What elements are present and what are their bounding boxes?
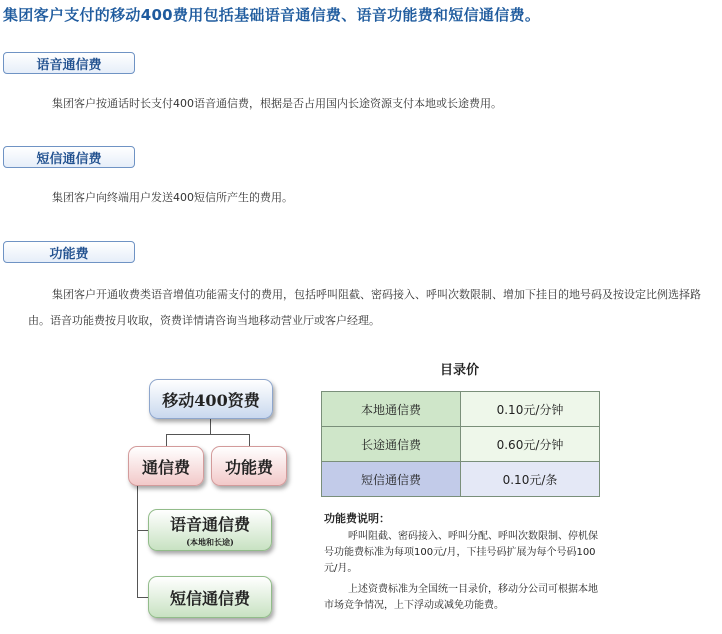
table-cell-item: 长途通信费 [322,427,461,462]
diagram-voice-fee-box [148,509,272,551]
diagram-root-box [149,379,273,419]
connector-line [210,419,211,434]
table-cell-price: 0.10元/分钟 [461,392,600,427]
table-row [322,392,600,427]
table-cell-price: 0.60元/分钟 [461,427,600,462]
section-header-function-fee[interactable]: 功能费 [3,241,135,263]
table-row [322,462,600,497]
table-row [322,427,600,462]
diagram-sms-fee-box [148,576,272,618]
table-cell-item: 短信通信费 [322,462,461,497]
connector-line [249,434,250,446]
diagram-voice-fee-sub: (本地和长途) [186,537,234,547]
diagram-function-fee-box [211,446,287,486]
notes-title: 功能费说明： [324,512,390,525]
diagram-comm-fee-label: 通信费 [141,457,190,477]
section-header-voice-fee[interactable]: 语音通信费 [3,52,135,74]
connector-line [137,530,148,531]
section-text-voice-fee: 集团客户按通话时长支付400语音通信费，根据是否占用国内长途资源支付本地或长途费用。 [52,97,502,110]
connector-line [137,486,138,598]
table-cell-item: 本地通信费 [322,392,461,427]
section-text-function-fee: 集团客户开通收费类语音增值功能需支付的费用，包括呼叫阻截、密码接入、呼叫次数限制、增加下挂目的地号码及按设定比例选择路由。语音功能费按月收取，资费详情请咨询当地移动营业厅或客户经理。 [28,288,701,327]
price-table [321,391,600,497]
price-table-title: 目录价 [440,363,480,378]
diagram-function-fee-label: 功能费 [224,457,273,477]
diagram-voice-fee-label: 语音通信费 [169,515,250,534]
notes-paragraph: 上述资费标准为全国统一目录价，移动分公司可根据本地市场竞争情况，上下浮动或减免功能费。 [324,584,598,611]
table-cell-price: 0.10元/条 [461,462,600,497]
section-text-sms-fee: 集团客户向终端用户发送400短信所产生的费用。 [52,191,293,204]
section-header-sms-fee[interactable]: 短信通信费 [3,146,135,168]
page-title: 集团客户支付的移动400费用包括基础语音通信费、语音功能费和短信通信费。 [3,6,541,24]
connector-line [166,434,167,446]
notes-paragraph: 呼叫阻截、密码接入、呼叫分配、呼叫次数限制、停机保号功能费标准为每项100元/月，下挂号码扩展为每个号码100元/月。 [324,531,598,574]
diagram-sms-fee-label: 短信通信费 [169,588,250,608]
diagram-root-label: 移动400资费 [162,390,260,410]
diagram-comm-fee-box [128,446,204,486]
connector-line [166,434,250,435]
connector-line [137,597,148,598]
